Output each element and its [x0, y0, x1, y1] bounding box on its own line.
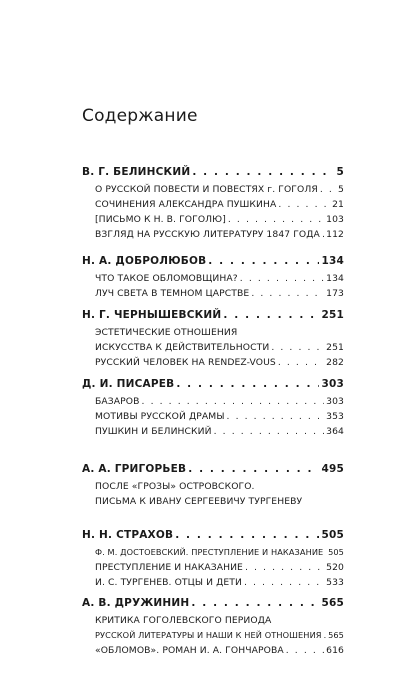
toc-entry[interactable]: [82, 327, 344, 342]
dot-leader: [322, 229, 324, 240]
toc-entry[interactable]: [82, 411, 344, 426]
page-title: Содержание: [82, 106, 198, 126]
author-name: В. Г. БЕЛИНСКИЙ: [82, 166, 191, 178]
toc-author-entry[interactable]: [82, 255, 344, 273]
toc-section-belinsky: [82, 166, 344, 244]
entry-title: Ф. М. ДОСТОЕВСКИЙ. ПРЕСТУПЛЕНИЕ И НАКАЗАНИЕ: [95, 547, 324, 557]
page-number: 303: [326, 396, 344, 407]
entry-title: О РУССКОЙ ПОВЕСТИ И ПОВЕСТЯХ г. ГОГОЛЯ: [95, 184, 318, 195]
dot-leader: [188, 463, 319, 475]
toc-section-druzhinin: [82, 597, 344, 660]
dot-leader: [191, 597, 319, 609]
toc-entry[interactable]: [82, 396, 344, 411]
dot-leader: [251, 288, 324, 299]
page-number: 353: [326, 411, 344, 422]
author-name: Н. Г. ЧЕРНЫШЕВСКИЙ: [82, 309, 222, 321]
toc-entry[interactable]: [82, 426, 344, 441]
entry-title: ПОСЛЕ «ГРОЗЫ» ОСТРОВСКОГО.: [95, 481, 255, 492]
toc-author-entry[interactable]: [82, 309, 344, 327]
entry-title: ВЗГЛЯД НА РУССКУЮ ЛИТЕРАТУРУ 1847 ГОДА: [95, 229, 320, 240]
entry-title: КРИТИКА ГОГОЛЕВСКОГО ПЕРИОДА: [95, 615, 272, 626]
toc-entry[interactable]: [82, 342, 344, 357]
author-name: Н. А. ДОБРОЛЮБОВ: [82, 255, 207, 267]
page-number: 103: [326, 214, 344, 225]
toc-entry[interactable]: [82, 630, 344, 645]
toc-entry[interactable]: [82, 357, 344, 372]
dot-leader: [245, 562, 324, 573]
dot-leader: [271, 342, 324, 353]
entry-title: [ПИСЬМО К Н. В. ГОГОЛЮ]: [95, 214, 226, 225]
author-name: Н. Н. СТРАХОВ: [82, 529, 174, 541]
dot-leader: [324, 630, 326, 640]
entry-title: «ОБЛОМОВ». РОМАН И. А. ГОНЧАРОВА: [95, 645, 284, 656]
dot-leader: [142, 396, 325, 407]
toc-author-entry[interactable]: [82, 378, 344, 396]
toc-author-entry[interactable]: [82, 597, 344, 615]
page-number: 520: [326, 562, 344, 573]
toc-entry[interactable]: [82, 184, 344, 199]
toc-section-strakhov: [82, 529, 344, 592]
dot-leader: [320, 184, 336, 195]
page-number: 364: [326, 426, 344, 437]
toc-entry[interactable]: [82, 645, 344, 660]
dot-leader: [175, 529, 319, 541]
entry-title: ЛУЧ СВЕТА В ТЕМНОМ ЦАРСТВЕ: [95, 288, 250, 299]
toc-entry[interactable]: [82, 481, 344, 496]
page-number: 173: [326, 288, 344, 299]
toc-entry[interactable]: [82, 615, 344, 630]
page-number: 495: [321, 463, 344, 475]
entry-title: РУССКОЙ ЛИТЕРАТУРЫ И НАШИ К НЕЙ ОТНОШЕНИЯ: [95, 630, 322, 640]
dot-leader: [223, 309, 319, 321]
dot-leader: [240, 273, 324, 284]
toc-section-chernyshevsky: [82, 309, 344, 372]
page-number: 533: [326, 577, 344, 588]
page-number: 616: [326, 645, 344, 656]
toc-entry[interactable]: [82, 214, 344, 229]
page-number: 565: [328, 630, 344, 640]
dot-leader: [176, 378, 319, 390]
toc-author-entry[interactable]: [82, 166, 344, 184]
dot-leader: [208, 255, 319, 267]
dot-leader: [192, 166, 334, 178]
toc-entry[interactable]: [82, 496, 344, 511]
page-number: 251: [321, 309, 344, 321]
toc-section-grigoriev: [82, 463, 344, 511]
entry-title: ИСКУССТВА К ДЕЙСТВИТЕЛЬНОСТИ: [95, 342, 270, 353]
entry-title: БАЗАРОВ: [95, 396, 140, 407]
entry-title: МОТИВЫ РУССКОЙ ДРАМЫ: [95, 411, 225, 422]
dot-leader: [286, 645, 324, 656]
dot-leader: [278, 199, 330, 210]
dot-leader: [325, 547, 326, 557]
page-number: 565: [321, 597, 344, 609]
toc-entry[interactable]: [82, 273, 344, 288]
entry-title: ПИСЬМА К ИВАНУ СЕРГЕЕВИЧУ ТУРГЕНЕВУ: [95, 496, 303, 507]
entry-title: СОЧИНЕНИЯ АЛЕКСАНДРА ПУШКИНА: [95, 199, 277, 210]
page-number: 21: [332, 199, 344, 210]
page-number: 505: [321, 529, 344, 541]
author-name: А. А. ГРИГОРЬЕВ: [82, 463, 187, 475]
toc-entry[interactable]: [82, 199, 344, 214]
toc-entry[interactable]: [82, 229, 344, 244]
dot-leader: [228, 214, 324, 225]
entry-title: РУССКИЙ ЧЕЛОВЕК НА RENDEZ-VOUS: [95, 357, 276, 368]
entry-title: И. С. ТУРГЕНЕВ. ОТЦЫ И ДЕТИ: [95, 577, 242, 588]
toc-section-pisarev: [82, 378, 344, 441]
page-number: 505: [328, 547, 344, 557]
page-number: 134: [321, 255, 344, 267]
page-number: 5: [338, 184, 344, 195]
toc-author-entry[interactable]: [82, 463, 344, 481]
toc-entry[interactable]: [82, 288, 344, 303]
dot-leader: [244, 577, 324, 588]
entry-title: ЭСТЕТИЧЕСКИЕ ОТНОШЕНИЯ: [95, 327, 238, 338]
page-number: 134: [326, 273, 344, 284]
entry-title: ПРЕСТУПЛЕНИЕ И НАКАЗАНИЕ: [95, 562, 243, 573]
author-name: А. В. ДРУЖИНИН: [82, 597, 190, 609]
dot-leader: [214, 426, 325, 437]
page-number: 112: [326, 229, 344, 240]
author-name: Д. И. ПИСАРЕВ: [82, 378, 175, 390]
toc-entry[interactable]: [82, 547, 344, 562]
entry-title: ЧТО ТАКОЕ ОБЛОМОВЩИНА?: [95, 273, 238, 284]
toc-entry[interactable]: [82, 577, 344, 592]
page-number: 303: [321, 378, 344, 390]
page-number: 5: [336, 166, 344, 178]
page-number: 282: [326, 357, 344, 368]
page-number: 251: [326, 342, 344, 353]
dot-leader: [278, 357, 324, 368]
dot-leader: [227, 411, 325, 422]
toc-author-entry[interactable]: [82, 529, 344, 547]
toc-section-dobrolyubov: [82, 255, 344, 303]
entry-title: ПУШКИН И БЕЛИНСКИЙ: [95, 426, 212, 437]
toc-entry[interactable]: [82, 562, 344, 577]
